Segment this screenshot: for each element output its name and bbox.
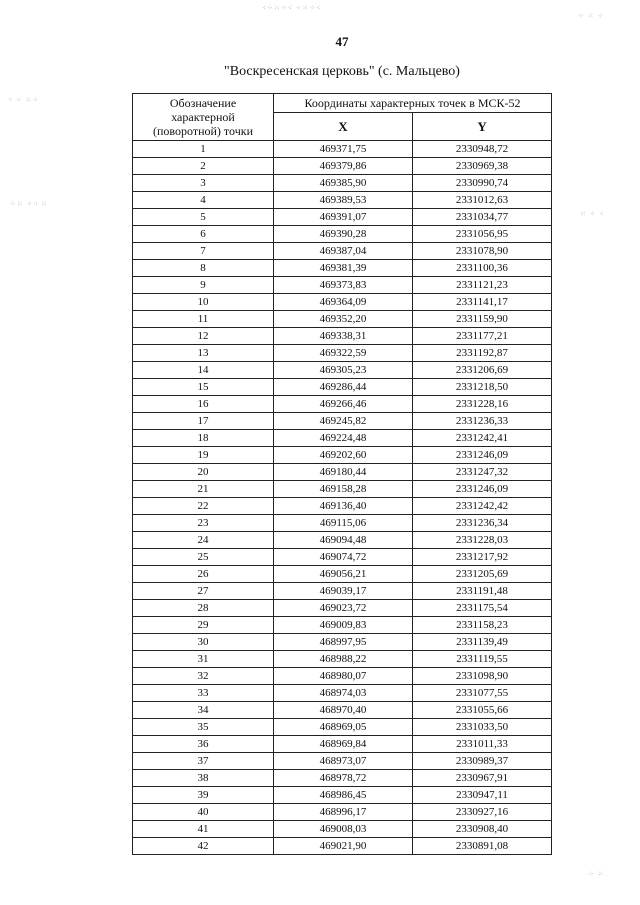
point-header-line-2: характерной [171,110,235,124]
table-row [133,566,552,583]
x-coordinate-cell: 468996,17 [274,804,413,821]
x-coordinate-cell: 469009,83 [274,617,413,634]
x-coordinate-cell: 468969,05 [274,719,413,736]
y-coordinate-cell: 2331236,33 [413,413,552,430]
x-coordinate-cell: 469136,40 [274,498,413,515]
table-row [133,651,552,668]
table-row [133,311,552,328]
point-number-cell: 14 [133,362,274,379]
table-row [133,481,552,498]
point-number-cell: 40 [133,804,274,821]
point-number-cell: 31 [133,651,274,668]
y-coordinate-cell: 2330927,16 [413,804,552,821]
point-number-cell: 39 [133,787,274,804]
point-number-cell: 38 [133,770,274,787]
x-coordinate-cell: 468973,07 [274,753,413,770]
table-row [133,498,552,515]
table-row [133,226,552,243]
point-number-cell: 2 [133,158,274,175]
table-row [133,175,552,192]
point-number-cell: 7 [133,243,274,260]
x-coordinate-cell: 469245,82 [274,413,413,430]
point-number-cell: 1 [133,141,274,158]
x-coordinate-cell: 468974,03 [274,685,413,702]
table-row [133,532,552,549]
y-coordinate-cell: 2330908,40 [413,821,552,838]
table-row [133,583,552,600]
x-coordinate-cell: 469379,86 [274,158,413,175]
y-coordinate-cell: 2331236,34 [413,515,552,532]
point-number-cell: 42 [133,838,274,855]
x-coordinate-cell: 469039,17 [274,583,413,600]
scan-artifact-left-mid: ⁘⁙ ⁘⁖ ⁙ [10,200,49,208]
y-coordinate-cell: 2331012,63 [413,192,552,209]
x-coordinate-cell: 468986,45 [274,787,413,804]
point-number-cell: 27 [133,583,274,600]
point-header-line-3: (поворотной) точки [153,124,253,138]
x-coordinate-cell: 469391,07 [274,209,413,226]
y-coordinate-cell: 2331177,21 [413,328,552,345]
y-coordinate-cell: 2331206,69 [413,362,552,379]
y-coordinate-cell: 2331205,69 [413,566,552,583]
y-coordinate-cell: 2331228,03 [413,532,552,549]
table-row [133,515,552,532]
y-coordinate-cell: 2331242,42 [413,498,552,515]
y-coordinate-cell: 2331242,41 [413,430,552,447]
x-coordinate-cell: 469266,46 [274,396,413,413]
point-number-cell: 9 [133,277,274,294]
table-row [133,821,552,838]
point-number-cell: 33 [133,685,274,702]
point-number-cell: 10 [133,294,274,311]
point-number-cell: 25 [133,549,274,566]
y-coordinate-cell: 2331011,33 [413,736,552,753]
point-number-cell: 30 [133,634,274,651]
y-coordinate-cell: 2331158,23 [413,617,552,634]
y-coordinate-cell: 2331098,90 [413,668,552,685]
point-number-cell: 13 [133,345,274,362]
y-coordinate-cell: 2330969,38 [413,158,552,175]
y-coordinate-cell: 2331217,92 [413,549,552,566]
point-number-cell: 26 [133,566,274,583]
document-title: "Воскресенская церковь" (с. Мальцево) [224,64,460,79]
y-coordinate-cell: 2330990,74 [413,175,552,192]
table-row [133,549,552,566]
point-number-cell: 18 [133,430,274,447]
table-row [133,243,552,260]
point-number-cell: 29 [133,617,274,634]
point-designation-header [133,94,274,141]
table-row [133,464,552,481]
table-row [133,617,552,634]
x-coordinate-cell: 469021,90 [274,838,413,855]
point-number-cell: 21 [133,481,274,498]
point-number-cell: 5 [133,209,274,226]
x-coordinate-cell: 469023,72 [274,600,413,617]
y-coordinate-cell: 2331191,48 [413,583,552,600]
point-number-cell: 22 [133,498,274,515]
point-number-cell: 6 [133,226,274,243]
table-row [133,294,552,311]
x-coordinate-cell: 469381,39 [274,260,413,277]
point-number-cell: 17 [133,413,274,430]
y-column-header: Y [413,113,552,141]
scan-artifact-right-top: ⁘ ⁙ ⁘ [578,12,605,20]
y-coordinate-cell: 2331228,16 [413,396,552,413]
x-coordinate-cell: 469322,59 [274,345,413,362]
y-coordinate-cell: 2331247,32 [413,464,552,481]
point-number-cell: 28 [133,600,274,617]
x-column-header: X [274,113,413,141]
x-coordinate-cell: 469074,72 [274,549,413,566]
table-row [133,158,552,175]
table-row [133,770,552,787]
y-coordinate-cell: 2331246,09 [413,447,552,464]
table-row [133,192,552,209]
y-coordinate-cell: 2331100,36 [413,260,552,277]
x-coordinate-cell: 469352,20 [274,311,413,328]
x-coordinate-cell: 468978,72 [274,770,413,787]
point-number-cell: 3 [133,175,274,192]
point-number-cell: 36 [133,736,274,753]
table-row [133,736,552,753]
point-number-cell: 12 [133,328,274,345]
x-coordinate-cell: 469387,04 [274,243,413,260]
y-coordinate-cell: 2331175,54 [413,600,552,617]
point-number-cell: 37 [133,753,274,770]
table-header [133,94,552,141]
x-coordinate-cell: 469158,28 [274,481,413,498]
table-body [133,141,552,855]
x-coordinate-cell: 469286,44 [274,379,413,396]
y-coordinate-cell: 2331141,17 [413,294,552,311]
y-coordinate-cell: 2331033,50 [413,719,552,736]
table-row [133,277,552,294]
y-coordinate-cell: 2330948,72 [413,141,552,158]
point-header-line-1: Обозначение [169,96,237,110]
table-row [133,668,552,685]
y-coordinate-cell: 2331119,55 [413,651,552,668]
table-row [133,362,552,379]
x-coordinate-cell: 469385,90 [274,175,413,192]
x-coordinate-cell: 468969,84 [274,736,413,753]
x-coordinate-cell: 469056,21 [274,566,413,583]
table-row [133,600,552,617]
y-coordinate-cell: 2331192,87 [413,345,552,362]
coordinates-table [132,93,552,855]
x-coordinate-cell: 469305,23 [274,362,413,379]
x-coordinate-cell: 469008,03 [274,821,413,838]
table-row [133,753,552,770]
y-coordinate-cell: 2331056,95 [413,226,552,243]
point-number-cell: 24 [133,532,274,549]
y-coordinate-cell: 2331121,23 [413,277,552,294]
y-coordinate-cell: 2331246,09 [413,481,552,498]
point-number-cell: 35 [133,719,274,736]
y-coordinate-cell: 2331078,90 [413,243,552,260]
point-number-cell: 16 [133,396,274,413]
y-coordinate-cell: 2330989,37 [413,753,552,770]
table-row [133,260,552,277]
table-row [133,685,552,702]
table-row [133,209,552,226]
x-coordinate-cell: 469364,09 [274,294,413,311]
table-row [133,787,552,804]
point-number-cell: 19 [133,447,274,464]
x-coordinate-cell: 469371,75 [274,141,413,158]
table-row [133,804,552,821]
point-number-cell: 32 [133,668,274,685]
x-coordinate-cell: 469338,31 [274,328,413,345]
table-row [133,838,552,855]
y-coordinate-cell: 2331139,49 [413,634,552,651]
point-number-cell: 20 [133,464,274,481]
y-coordinate-cell: 2331055,66 [413,702,552,719]
x-coordinate-cell: 469224,48 [274,430,413,447]
y-coordinate-cell: 2330967,91 [413,770,552,787]
scan-artifact-right-mid: ⁙ ⁘ ⁖ [580,210,605,218]
y-coordinate-cell: 2331077,55 [413,685,552,702]
x-coordinate-cell: 469180,44 [274,464,413,481]
table-row [133,379,552,396]
table-row [133,413,552,430]
x-coordinate-cell: 469373,83 [274,277,413,294]
x-coordinate-cell: 468970,40 [274,702,413,719]
page-number: 47 [335,34,349,49]
x-coordinate-cell: 469115,06 [274,515,413,532]
point-number-cell: 11 [133,311,274,328]
table-row [133,634,552,651]
table-row [133,430,552,447]
x-coordinate-cell: 469390,28 [274,226,413,243]
table-row [133,447,552,464]
point-number-cell: 23 [133,515,274,532]
table-row [133,396,552,413]
x-coordinate-cell: 468988,22 [274,651,413,668]
y-coordinate-cell: 2331034,77 [413,209,552,226]
scan-artifact-left: ⁖ ⁘ ⁙⁘ [8,96,40,104]
x-coordinate-cell: 469094,48 [274,532,413,549]
y-coordinate-cell: 2331218,50 [413,379,552,396]
x-coordinate-cell: 468997,95 [274,634,413,651]
x-coordinate-cell: 469202,60 [274,447,413,464]
scan-artifact-top: ⁖⁘⁙⁘⁖ ⁘⁙⁘⁖ [262,4,322,12]
table-row [133,345,552,362]
point-number-cell: 4 [133,192,274,209]
table-row [133,719,552,736]
point-number-cell: 8 [133,260,274,277]
point-number-cell: 15 [133,379,274,396]
y-coordinate-cell: 2330891,08 [413,838,552,855]
coordinates-group-header: Координаты характерных точек в МСК-52 [274,94,552,113]
x-coordinate-cell: 468980,07 [274,668,413,685]
table-row [133,141,552,158]
table-row [133,328,552,345]
scan-artifact-right-bottom: ⁘ ⁙ [588,870,605,878]
y-coordinate-cell: 2331159,90 [413,311,552,328]
point-number-cell: 41 [133,821,274,838]
point-number-cell: 34 [133,702,274,719]
table-row [133,702,552,719]
y-coordinate-cell: 2330947,11 [413,787,552,804]
x-coordinate-cell: 469389,53 [274,192,413,209]
